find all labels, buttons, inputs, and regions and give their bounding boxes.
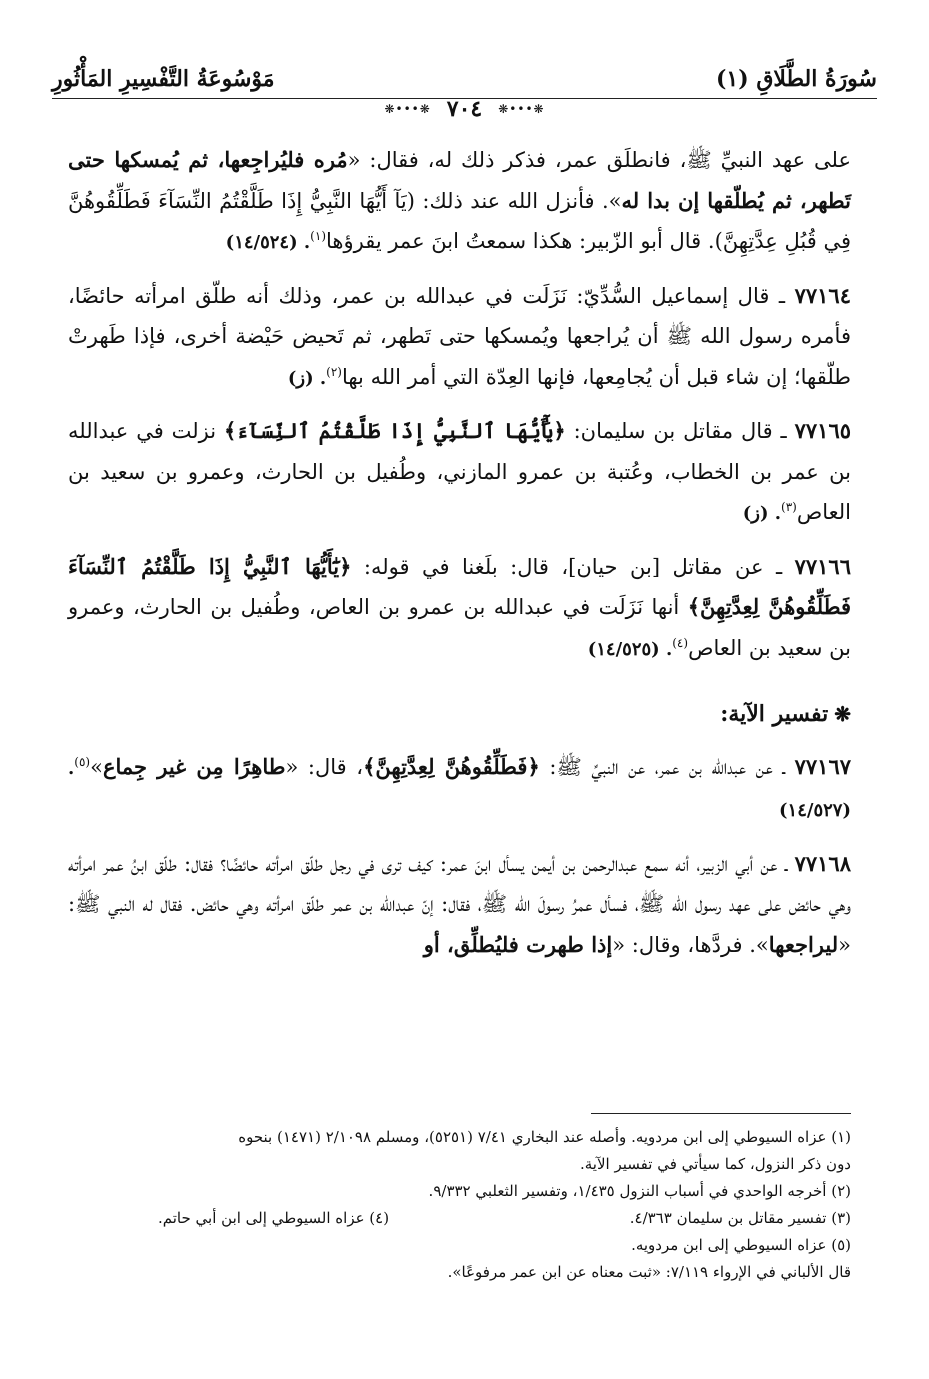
- narration-77166: [68, 547, 851, 671]
- source-ref: . (١٤/٥٢٧): [68, 757, 851, 821]
- star-icon: ❋: [834, 702, 851, 726]
- footnote-3: (٣) تفسير مقاتل بن سليمان ٤/٣٦٣.: [629, 1209, 851, 1227]
- text: ». فردَّها، وقال: «: [612, 932, 769, 957]
- narration-number: ٧٧١٦٥: [794, 418, 852, 443]
- footnotes: [68, 1124, 851, 1286]
- footnote-2: (٢) أخرجه الواحدي في أسباب النزول ١/٤٣٥، وتفسير الثعلبي ٩/٣٣٢.: [428, 1182, 851, 1200]
- main-text: [68, 140, 851, 977]
- footnote-5-cont: قال الألباني في الإرواء ٧/١١٩: «ثبت معناه عن ابن عمر مرفوعًا».: [447, 1263, 851, 1281]
- text: ـ قال إسماعيل السُّدِّيّ: نَزَلَت في عبدالله بن عمر، وذلك أنه طلّق امرأته حائضًا، فأمره رسول الله ﷺ أن يُراجعها ويُمسكها حتى تَطهر، ثم تَحيض حَيْضة أخرى، فإذا طَهرتْ طلّقها؛ إن شاء قبل أن يُجامِعها، فإنها العِدّة التي أمر الله بها: [68, 283, 851, 389]
- footnote-ref: (٥): [74, 754, 91, 769]
- text: ، قال: «: [285, 754, 364, 779]
- narration-number: ٧٧١٦٨: [794, 850, 851, 876]
- page-number-row: [0, 96, 929, 122]
- hadith-quote: إذا طهرت فليُطلِّق، أو: [423, 931, 613, 957]
- narration-77165: [68, 411, 851, 535]
- narration-77168: [68, 844, 851, 966]
- hadith-quote: ليراجعها: [768, 931, 839, 957]
- hadith-quote: مُره فليُراجِعها، ثم يُمسكها حتى تَطهر، ثم يُطلّقها إن بدا له: [68, 147, 851, 213]
- text: على عهد النبيِّ ﷺ، فانطلَق عمر، فذكر ذلك له، فقال: «: [347, 148, 851, 172]
- quran-verse: ﴿يَٰٓأَيُّهَا ٱلنَّبِيُّ إِذَا طَلَّقْتُمُ ٱلنِّسَآءَ﴾: [223, 418, 566, 443]
- footnote-ref: (٤): [672, 635, 689, 650]
- text: ـ عن عبدالله بن عمر، عن النبيِّ ﷺ:: [539, 754, 795, 779]
- narration-77167: [68, 747, 851, 832]
- footnote-row-3-4: [68, 1205, 851, 1232]
- footnote-rule: [591, 1113, 851, 1114]
- footnote-1-cont: دون ذكر النزول، كما سيأتي في تفسير الآية.: [580, 1155, 851, 1173]
- book-title: مَوْسُوعَةُ التَّفْسِيرِ المَأْثُورِ: [52, 66, 275, 92]
- surah-title: سُورَةُ الطَّلَاقِ (١): [716, 66, 877, 92]
- footnote-ref: (١): [310, 229, 326, 243]
- running-header: [52, 60, 877, 98]
- source-ref: . (ز): [287, 367, 327, 389]
- narration-77164: [68, 276, 851, 400]
- ornament-right: ❋•••❋: [498, 102, 545, 116]
- source-ref: . (ز): [742, 503, 782, 524]
- footnote-ref: (٢): [326, 364, 342, 379]
- narration-number: ٧٧١٦٤: [794, 282, 851, 308]
- page-number: ٧٠٤: [446, 96, 483, 122]
- footnote-1: (١) عزاه السيوطي إلى ابن مردويه. وأصله عند البخاري ٧/٤١ (٥٢٥١)، ومسلم ٢/١٠٩٨ (١٤٧١) بنحوه: [238, 1128, 851, 1146]
- footnote-4: (٤) عزاه السيوطي إلى ابن أبي حاتم.: [158, 1209, 390, 1227]
- section-title: تفسير الآية:: [720, 701, 829, 727]
- text: ». فأنزل الله عند ذلك: (يَآ أَيُّهَا النَّبِيُّ إِذَا طَلَّقْتُمُ النِّسَآءَ فَطَلِّقُوهُنَّ فِي قُبُلِ عِدَّتِهِنَّ). قال أبو الزّبير: هكذا سمعتُ ابنَ عمر يقرؤها: [68, 188, 851, 253]
- footnote-5: (٥) عزاه السيوطي إلى ابن مردويه.: [631, 1236, 851, 1254]
- hadith-quote: طاهِرًا مِن غير جِماع: [102, 753, 286, 779]
- source-ref: . (١٤/٥٢٥): [587, 638, 673, 660]
- text: ـ عن أبي الزبير، أنه سمع عبدالرحمن بن أيمن يسأل ابنَ عمر: كيف ترى في رجل طلّق امرأته حائضًا؟ فقال: طلّق ابنُ عمر امرأته وهي حائض على عهد رسول الله ﷺ، فسأل عمرُ رسولَ الله ﷺ، فقال: إنّ عبدالله بن عمر طلّق امرأته وهي حائض. فقال له النبي ﷺ: «: [68, 851, 851, 957]
- text: ـ قال مقاتل بن سليمان:: [565, 419, 795, 443]
- quran-verse: ﴿فَطَلِّقُوهُنَّ لِعِدَّتِهِنَّ﴾: [363, 753, 540, 779]
- text: نزلت في عبدالله بن عمر بن الخطاب، وعُتبة بن عمرو المازني، وطُفيل بن الحارث، وعمرو بن سعيد بن العاص: [68, 419, 851, 524]
- source-ref: . (١٤/٥٢٤): [225, 232, 311, 253]
- text: »: [90, 754, 103, 779]
- paragraph-continued: [68, 140, 851, 264]
- narration-number: ٧٧١٦٦: [794, 553, 851, 579]
- section-heading: [68, 694, 851, 735]
- footnote-ref: (٣): [781, 500, 797, 514]
- text: أنها نَزَلَت في عبدالله بن عمرو بن العاص، وطُفيل بن الحارث، وعمرو بن سعيد بن العاص: [68, 595, 851, 660]
- text: ـ عن مقاتل [بن حيان]، قال: بلَغنا في قوله:: [351, 554, 795, 579]
- ornament-left: ❋•••❋: [384, 102, 431, 116]
- narration-number: ٧٧١٦٧: [794, 753, 852, 779]
- quran-verse: ﴿يَٰٓأَيُّهَا ٱلنَّبِيُّ إِذَا طَلَّقْتُمُ ٱلنِّسَآءَ فَطَلِّقُوهُنَّ لِعِدَّتِهِنَّ﴾: [68, 553, 851, 619]
